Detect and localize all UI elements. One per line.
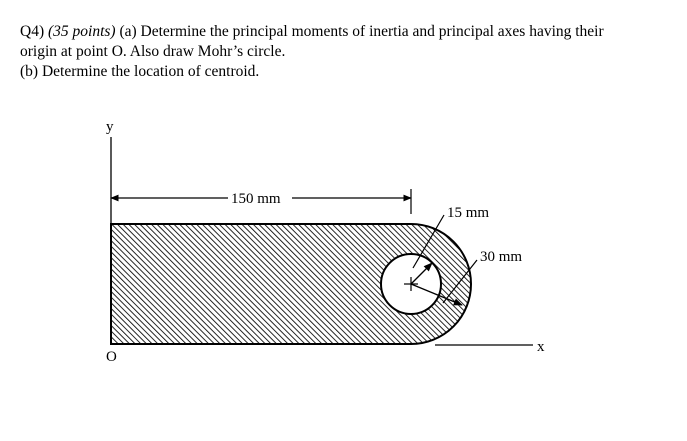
x-axis-label: x	[537, 339, 545, 355]
question-points: (35 points)	[47, 23, 116, 40]
part-b: (b) Determine the location of centroid.	[20, 63, 260, 80]
part-a-line-1: (a) Determine the principal moments of inertia and principal axes having their	[119, 23, 604, 40]
y-axis-label: y	[106, 119, 114, 135]
question-number: Q4)	[20, 23, 45, 40]
part-a-line-2: origin at point O. Also draw Mohr’s circle.	[20, 43, 286, 60]
dim-outer-radius-label: 30 mm	[480, 249, 523, 265]
dim-width-label: 150 mm	[231, 191, 281, 207]
dim-hole-radius-label: 15 mm	[447, 205, 490, 221]
origin-label: O	[106, 349, 117, 365]
